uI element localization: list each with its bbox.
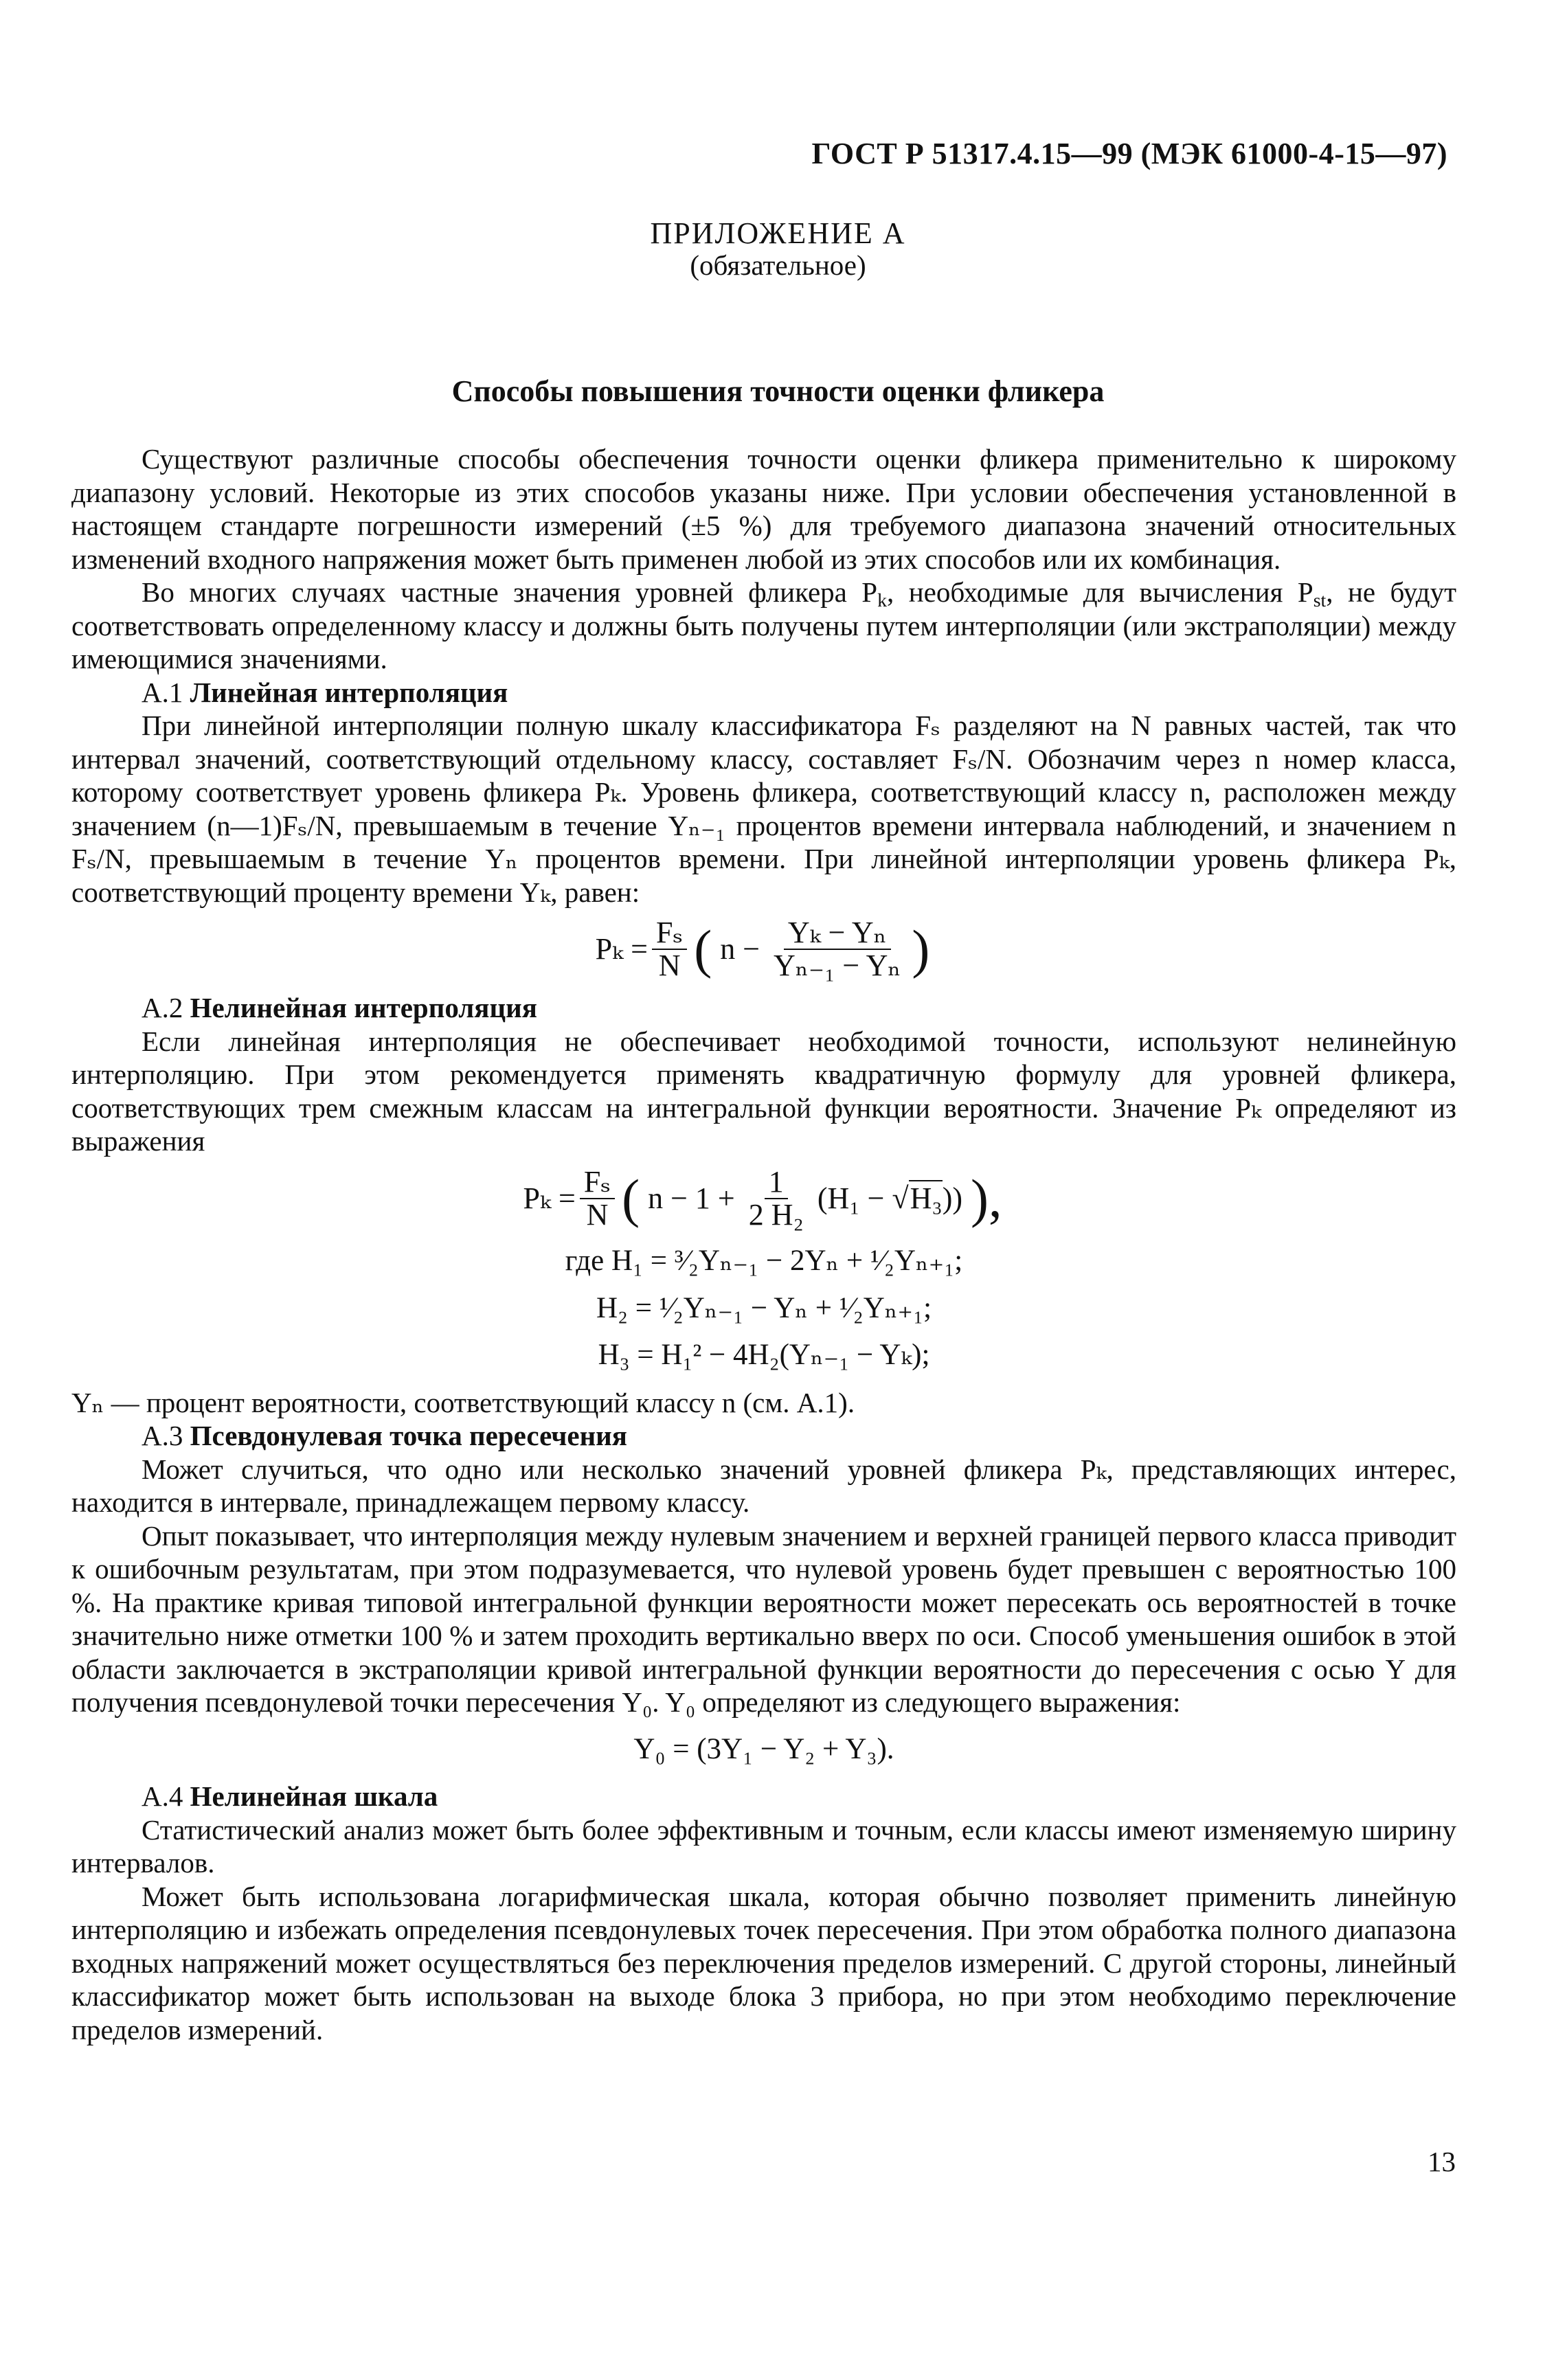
formula-linear-interpolation: Pₖ = $\frac{\text{Fₛ}}{N}$ ( n − $\frac{\text{Yₖ − Yₙ}}{\text{Yₙ₋₁ − Yₙ}}$ ) (595, 916, 930, 983)
section-a2-text: Если линейная интерполяция не обеспечивает необходимой точности, используют нелинейную интерполяцию. При этом рекомендуется применять квадратичную формулу для уровней фликера, соответствующих трем смежным классам на интегральной функции вероятности. Значение Pₖ определяют из выражения (71, 1025, 1456, 1157)
section-a4-paragraph-2: Может быть использована логарифмическая шкала, которая обычно позволяет применить линейную интерполяцию и избежать определения псевдонулевых точек пересечения. При этом обработка полного диапазона входных напряжений может осуществляться без переключения пределов измерений. С другой стороны, линейный классификатор может быть использован на выходе блока 3 прибора, но при этом необходимо переключение пределов измерений. (71, 1880, 1456, 2045)
standard-header: ГОСТ Р 51317.4.15—99 (МЭК 61000-4-15—97) (811, 137, 1447, 170)
yn-definition: Yₙ — процент вероятности, соответствующий классу n (см. А.1). (71, 1386, 855, 1418)
appendix-subtitle: (обязательное) (690, 249, 866, 281)
section-a1-text: При линейной интерполяции полную шкалу классификатора Fₛ разделяют на N равных частей, так что интервал значений, соответствующий отдельному классу, составляет Fₛ/N. Обозначим через n номер класса, которому соответствует уровень фликера Pₖ. Уровень фликера, соответствующий классу n, расположен между значением (n—1)Fₛ/N, превышаемым в течение Yₙ₋₁ процентов времени интервала наблюдений, и значением n Fₛ/N, превышаемым в течение Yₙ процентов времени. При линейной интерполяции уровень фликера Pₖ, соответствующий проценту времени Yₖ, равен: (71, 710, 1456, 908)
equation-h2: H₂ = ¹⁄₂Yₙ₋₁ − Yₙ + ¹⁄₂Yₙ₊₁; (596, 1291, 932, 1324)
equation-y0: Y₀ = (3Y₁ − Y₂ + Y₃). (633, 1732, 894, 1765)
section-a3-paragraph-2: Опыт показывает, что интерполяция между нулевым значением и верхней границей первого класса приводит к ошибочным результатам, при этом подразумевается, что нулевой уровень будет превышен с вероятностью 100 %. На практике кривая типовой интегральной функции вероятности может пересекать ось вероятностей в точке значительно ниже отметки 100 % и затем проходить вертикально вверх по оси. Способ уменьшения ошибок в этой области заключается в экстраполяции кривой интегральной функции вероятности до пересечения с осью Y для получения псевдонулевой точки пересечения Y₀. Y₀ определяют из следующего выражения: (71, 1519, 1456, 1719)
equation-h3: H₃ = H₁² − 4H₂(Yₙ₋₁ − Yₖ); (598, 1339, 930, 1372)
intro-paragraph-2: Во многих случаях частные значения уровней фликера $P_k$, необходимые для вычисления $P_{st}$, не будут соответствовать определенному классу и должны быть получены путем интерполяции (или экстраполяции) между имеющимися значениями. (71, 576, 1456, 675)
formula-nonlinear-interpolation: Pₖ = $\frac{\text{Fₛ}}{N}$ ( n − 1 + $\frac{1}{\text{2 H₂}}$ (H₁ − √H₃)) ), (523, 1164, 1002, 1232)
section-a3-heading: A.3 Псевдонулевая точка пересечения (142, 1420, 627, 1452)
intro-paragraph-1: Существуют различные способы обеспечения точности оценки фликера применительно к широкому диапазону условий. Некоторые из этих способов указаны ниже. При условии обеспечения установленной в настоящем стандарте погрешности измерений (±5 %) для требуемого диапазона значений относительных изменений входного напряжения может быть применен любой из этих способов или их комбинация. (71, 443, 1456, 575)
document-title: Способы повышения точности оценки фликера (451, 374, 1105, 408)
section-a4-paragraph-1: Статистический анализ может быть более эффективным и точным, если классы имеют изменяемую ширину интервалов. (71, 1813, 1456, 1879)
section-a2-heading: A.2 Нелинейная интерполяция (142, 992, 537, 1024)
equation-h1: где H₁ = ³⁄₂Yₙ₋₁ − 2Yₙ + ¹⁄₂Yₙ₊₁; (565, 1245, 963, 1278)
section-a4-heading: A.4 Нелинейная шкала (142, 1780, 438, 1813)
page-number: 13 (1428, 2146, 1456, 2177)
section-a3-paragraph-1: Может случиться, что одно или несколько значений уровней фликера Pₖ, представляющих интерес, находится в интервале, принадлежащем первому классу. (71, 1453, 1456, 1519)
section-a1-heading: A.1 Линейная интерполяция (142, 676, 508, 708)
appendix-title: ПРИЛОЖЕНИЕ А (650, 216, 906, 250)
document-body (71, 442, 1456, 2046)
